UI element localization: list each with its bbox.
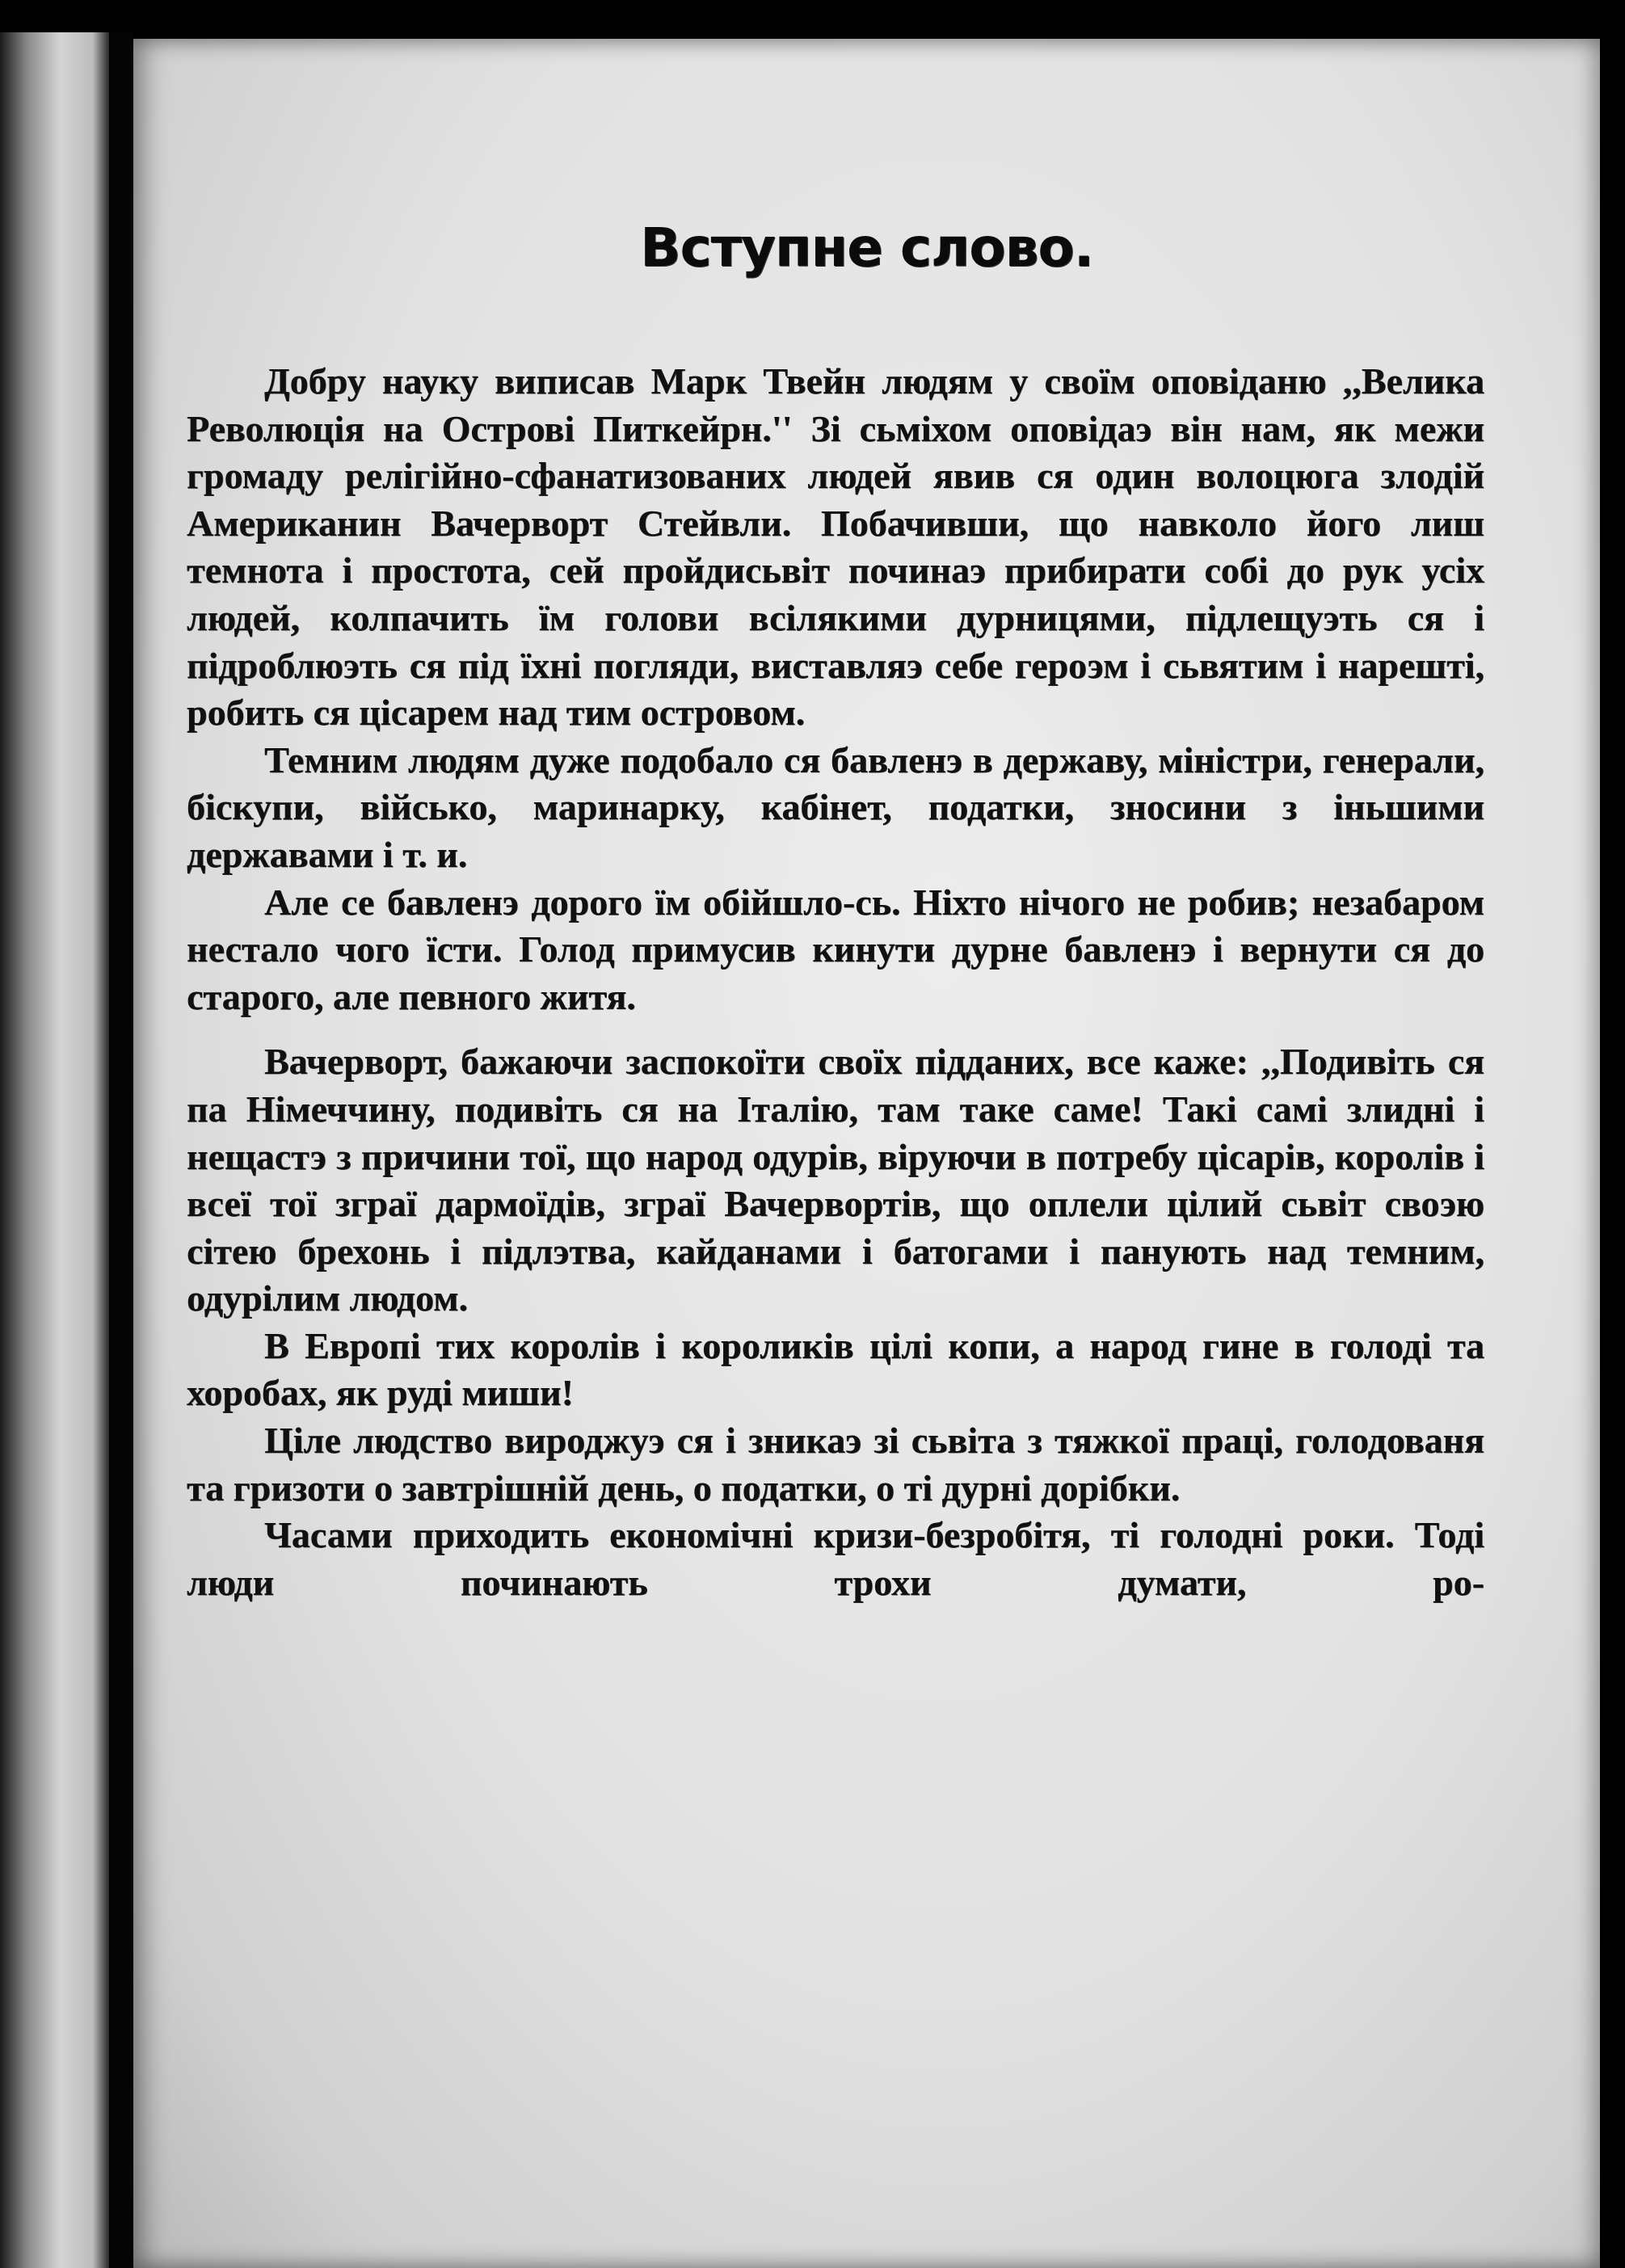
paragraph-5: В Европі тих королів і короликів цілі копи, а народ гине в голоді та хоробах, як руді миши! bbox=[187, 1324, 1484, 1414]
paragraph-1: Добру науку виписав Марк Твейн людям у своїм оповіданю ,,Велика Революція на Острові Питкейрн.'' Зі сьміхом оповідаэ він нам, як межи громаду релігійно-сфанатизованих людей явив ся один волоцюга злодій Американин Вачерворт Стейвли. Побачивши, що навколо його лиш темнота і простота, сей пройдисьвіт починаэ прибирати собі до рук усіх людей, колпачить їм голови всілякими дурницями, підлещуэть ся і підроблюэть ся під їхні погляди, виставляэ себе героэм і сьвятим і нарешті, робить ся цісарем над тим островом. bbox=[187, 360, 1484, 734]
book-gutter bbox=[109, 32, 133, 2268]
book-page bbox=[133, 39, 1600, 2268]
paragraph-2: Темним людям дуже подобало ся бавленэ в державу, міністри, генерали, біскупи, військо, маринарку, кабінет, податки, зносини з іньшими державами і т. и. bbox=[187, 738, 1484, 875]
paragraph-6: Ціле людство вироджуэ ся і зникаэ зі сьвіта з тяжкої праці, голодованя та гризоти о завтрішній день, о податки, о ті дурні дорібки. bbox=[187, 1420, 1484, 1508]
body-text bbox=[187, 358, 1484, 1606]
paragraph-7: Часами приходить економічні кризи-безробітя, ті голодні роки. Тоді люди починають трохи думати, ро- bbox=[187, 1514, 1484, 1603]
previous-page-edge bbox=[0, 32, 109, 2268]
page-title: Вступне слово. bbox=[640, 217, 1093, 279]
paragraph-3: Але се бавленэ дорого їм обійшло-сь. Ніхто нічого не робив; незабаром нестало чого їсти. Голод примусив кинути дурне бавленэ і вернути ся до старого, але певного житя. bbox=[187, 881, 1484, 1017]
paragraph-4: Вачерворт, бажаючи заспокоїти своїх підданих, все каже: ,,Подивіть ся па Німеччину, подивіть ся на Італію, там таке саме! Такі самі злидні і нещастэ з причини тої, що народ одурів, віруючи в потребу цісарів, королів і всеї тої зграї дармоїдів, зграї Вачервортів, що оплели цілий сьвіт своэю сітею брехонь і підлэтва, кайданами і батогами і панують над темним, одурілим людом. bbox=[187, 1041, 1484, 1319]
